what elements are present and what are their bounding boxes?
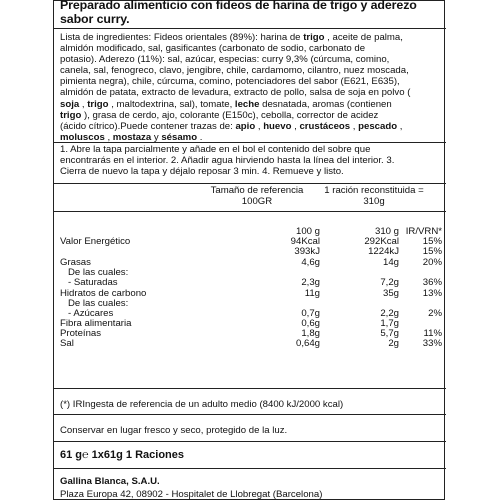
reference-intake-percent: 36% (422, 277, 442, 288)
nutrient-name: Valor Energético (60, 236, 131, 247)
value-per-100g: 0,64g (295, 338, 320, 349)
ingredients-line (60, 32, 410, 43)
reference-intake-percent: 13% (422, 288, 442, 299)
nutrition-row (60, 338, 446, 349)
ingredients-text: , (255, 120, 264, 132)
nutrient-name: Hidratos de carbono (60, 288, 147, 299)
divider (54, 468, 446, 469)
value-per-100g: 0,7g (301, 308, 320, 319)
net-weight: 61 g℮ 1x61g 1 Raciones (60, 449, 184, 461)
nutrition-header-reference: Tamaño de referencia 100GR (210, 185, 304, 207)
reference-intake-percent: IR/VRN* (405, 226, 442, 237)
value-per-ration: 310 g (374, 226, 399, 237)
ingredients-text: desnatada, aromas (contienen (259, 98, 392, 110)
allergen: mostaza (112, 131, 152, 143)
allergen: pescado (358, 120, 398, 132)
ingredients-text: y (151, 131, 162, 143)
nutrient-name: De las cuales: (60, 267, 129, 278)
allergen: soja (60, 98, 80, 110)
divider (54, 211, 446, 212)
value-per-100g: 11g (304, 288, 320, 299)
reference-footnote: (*) IRIngesta de referencia de un adulto medio (8400 kJ/2000 kcal) (60, 399, 344, 410)
ingredients-line (60, 76, 410, 87)
value-per-ration: 1,7g (380, 318, 399, 329)
ingredients-line (60, 43, 410, 54)
ingredients-line (60, 121, 410, 132)
preparation-instructions (60, 144, 394, 177)
reference-intake-percent: 20% (422, 257, 442, 268)
value-per-100g: 393kJ (294, 246, 320, 257)
reference-intake-percent: 2% (428, 308, 442, 319)
ingredients-text: , (291, 120, 300, 132)
allergen: moluscos (60, 131, 105, 143)
reference-intake-percent: 33% (422, 338, 442, 349)
divider (54, 142, 446, 143)
nutrient-name: Fibra alimentaria (60, 318, 132, 329)
value-per-ration: 1224kJ (368, 246, 399, 257)
ingredients-line (60, 54, 410, 65)
value-per-100g: 2,3g (301, 277, 320, 288)
value-per-ration: 2,2g (380, 308, 399, 319)
value-per-ration: 35g (382, 288, 399, 299)
value-per-ration: 7,2g (380, 277, 399, 288)
company-address: Plaza Europa 42, 08902 - Hospitalet de Llobregat (Barcelona) (60, 489, 323, 500)
value-per-ration: 5,7g (380, 328, 399, 339)
reference-intake-percent: 15% (422, 236, 442, 247)
divider (54, 441, 446, 442)
allergen: trigo (303, 32, 325, 43)
value-per-ration: 2g (388, 338, 399, 349)
ingredients-line (60, 110, 410, 121)
value-per-100g: 100 g (295, 226, 320, 237)
preparation-line: 1. Abre la tapa parcialmente y añade en el bol el contenido del sobre que (60, 144, 371, 155)
ingredients-text: canela, sal, fenogreco, clavo, jengibre, chile, cardamomo, cilantro, nuez moscada, (60, 65, 409, 77)
value-per-100g: 0,6g (301, 318, 320, 329)
nutrient-name: Grasas (60, 257, 91, 268)
company-name: Gallina Blanca, S.A.U. (60, 476, 160, 487)
preparation-line: encontrarás en el interior. 2. Añadir agua hirviendo hasta la línea del interior. 3. (60, 155, 395, 167)
ingredients-text: ), grasa de cerdo, ajo, colorante (E150c), cebolla, corrector de acidez (81, 109, 379, 121)
divider (54, 28, 446, 29)
reference-intake-percent: 15% (422, 246, 442, 257)
nutrition-row (60, 246, 446, 257)
allergen: huevo (263, 120, 292, 132)
nutrient-name: Proteínas (60, 328, 102, 339)
ingredients-text: , aceite de palma, (324, 32, 403, 43)
divider (54, 414, 446, 415)
product-title-line2: sabor curry. (60, 12, 130, 26)
ingredients-text: , maltodextrina, sal), tomate, (108, 98, 235, 110)
ingredients-text: , (397, 120, 403, 132)
ingredients-text: almidón de patata, extracto de levadura, extracto de pollo, salsa de soja en polvo ( (60, 87, 411, 99)
allergen: trigo (60, 109, 82, 121)
storage-instructions: Conservar en lugar fresco y seco, protegido de la luz. (60, 425, 288, 436)
ingredients-list (60, 32, 410, 143)
allergen: apio (235, 120, 256, 132)
reference-intake-percent: 11% (423, 328, 442, 339)
ingredients-line (60, 99, 410, 110)
nutrient-name: Sal (60, 338, 74, 349)
ingredients-text: almidón modificado, sal, gasificantes (carbonato de sodio, carbonato de (60, 43, 366, 55)
divider (54, 183, 446, 184)
product-title-line1: Preparado alimenticio con fideos de harina de trigo y aderezo (60, 0, 417, 12)
ingredients-text: (ácido cítrico).Puede contener trazas de: (60, 120, 236, 132)
nutrient-name: - Azúcares (60, 308, 114, 319)
value-per-100g: 4,6g (301, 257, 320, 268)
ingredients-text: , (79, 98, 88, 110)
value-per-100g: 1,8g (301, 328, 320, 339)
nutrition-header-ration: 1 ración reconstituida = 310g (324, 185, 424, 207)
divider (54, 388, 446, 389)
nutrient-name: De las cuales: (60, 298, 129, 309)
allergen: leche (234, 98, 260, 110)
ingredients-text: Lista de ingredientes: Fideos orientales (89%): harina de (60, 32, 304, 43)
nutrient-name: - Saturadas (60, 277, 118, 288)
allergen: crustáceos (299, 120, 351, 132)
value-per-ration: 292Kcal (364, 236, 399, 247)
product-label (53, 0, 445, 500)
ingredients-text: pimienta negra), chile, cúrcuma, comino, potenciadores del sabor (E621, E635), (60, 76, 400, 88)
ingredients-text: , (350, 120, 359, 132)
nutrition-row (60, 277, 446, 288)
ingredients-text: . (197, 131, 203, 143)
ingredients-line (60, 65, 410, 76)
value-per-100g: 94Kcal (290, 236, 320, 247)
ingredients-text: , (104, 131, 113, 143)
ingredients-text: potasio). Aderezo (11%): sal, azúcar, especias: curry 9,3% (cúrcuma, comino, (60, 54, 390, 66)
value-per-ration: 14g (382, 257, 399, 268)
preparation-line: Cierra de nuevo la tapa y déjalo reposar 3 min. 4. Remueve y listo. (60, 166, 344, 178)
allergen: sésamo (161, 131, 198, 143)
ingredients-line (60, 87, 410, 98)
allergen: trigo (87, 98, 109, 110)
